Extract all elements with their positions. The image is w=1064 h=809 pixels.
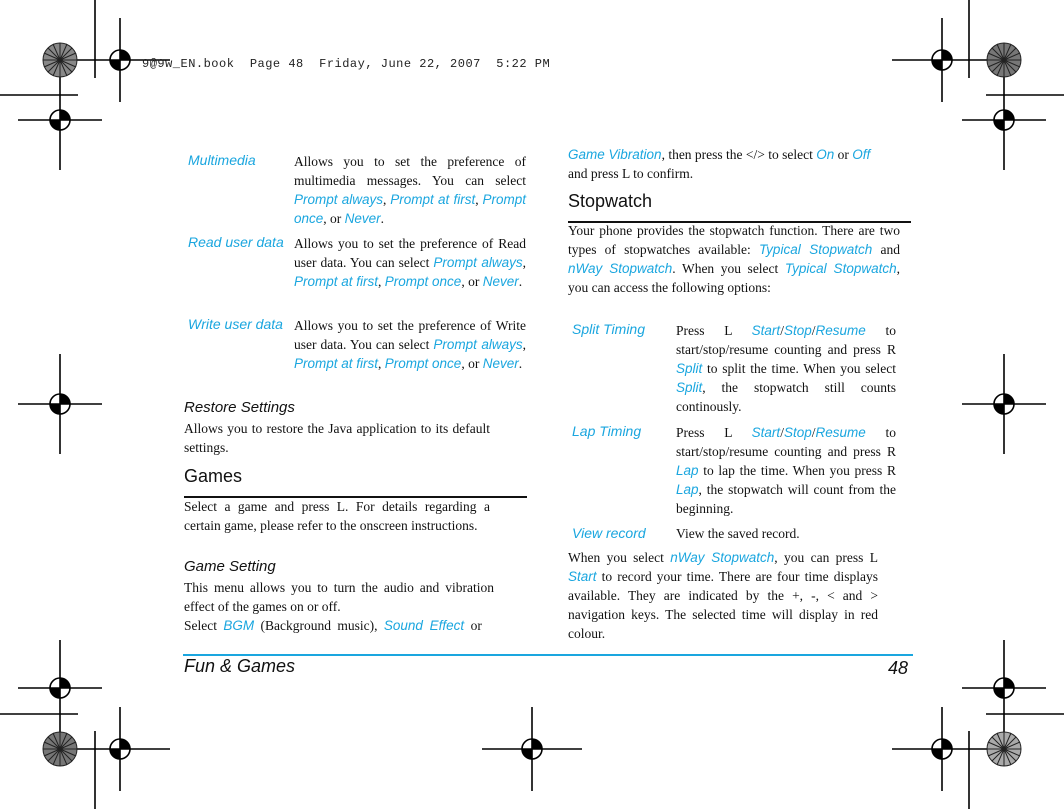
option-lap: Lap (676, 463, 699, 478)
games-text: Select a game and press L. For details regarding a certain game, please refer to the onscreen instructions. (184, 499, 490, 533)
slash: / (780, 425, 784, 440)
or-word: or (326, 211, 345, 226)
slash: / (780, 323, 784, 338)
and-word: and (872, 242, 900, 257)
stopwatch-intro (568, 221, 900, 297)
game-setting-text: This menu allows you to turn the audio and vibration effect of the games on or off. (184, 580, 494, 614)
option-prompt-once: Prompt once (384, 274, 462, 289)
sw-intro-1: Your phone provides the stopwatch function. There are two types of stopwatches available: (568, 223, 900, 257)
option-never: Never (482, 356, 519, 371)
game-setting-select (184, 616, 514, 635)
option-prompt-always: Prompt always (433, 337, 523, 352)
starburst-bl (43, 732, 77, 766)
option-prompt-at-first: Prompt at first (294, 274, 379, 289)
option-start: Start (751, 323, 781, 338)
period: . (518, 356, 523, 371)
sw-intro-3: , you can access the following options: (568, 261, 900, 295)
or-word: or (464, 618, 482, 633)
split-desc-3: to split the time. When you select (702, 361, 896, 376)
restore-settings-text: Allows you to restore the Java application to its default settings. (184, 421, 490, 455)
period: . (518, 274, 523, 289)
restore-settings-title: Restore Settings (184, 399, 295, 416)
nway-paragraph (568, 548, 878, 643)
desc-read-user-data: Allows you to set the preference of Read user data. You can select Prompt always, Prompt at first, Prompt once, or Never. (294, 236, 526, 289)
option-lap-2: Lap (676, 482, 699, 497)
desc-multimedia: Allows you to set the preference of multimedia messages. You can select Prompt always, Prompt at first, Prompt once, or Never. (294, 154, 526, 226)
term-lap-timing: Lap Timing (572, 423, 642, 439)
option-resume: Resume (815, 425, 866, 440)
header-stamp: 9@9w_EN.book Page 48 Friday, June 22, 2007 5:22 PM (142, 57, 551, 71)
split-desc-4: , the stopwatch still counts continously. (676, 380, 896, 414)
option-start: Start (751, 425, 781, 440)
lap-desc-3: to lap the time. When you press R (698, 463, 896, 478)
option-bgm: BGM (223, 618, 255, 633)
option-never: Never (344, 211, 381, 226)
option-start: Start (568, 569, 597, 584)
option-split-2: Split (676, 380, 703, 395)
slash: / (811, 323, 816, 338)
option-resume: Resume (815, 323, 866, 338)
bgm-desc: (Background music), (254, 618, 384, 633)
nway-mid: , you can press L (774, 550, 878, 565)
game-vibration-line (568, 145, 908, 183)
starburst-tr (987, 43, 1021, 77)
gv-text: , then press the </> to select (661, 147, 817, 162)
nway-pre: When you select (568, 550, 671, 565)
period: . (380, 211, 385, 226)
games-title: Games (184, 466, 243, 486)
option-game-vibration: Game Vibration (568, 147, 662, 162)
slash: / (811, 425, 816, 440)
option-nway-stopwatch: nWay Stopwatch (568, 261, 673, 276)
gv-text-2: and press L to confirm. (568, 166, 694, 181)
press-l: Press L (676, 425, 752, 440)
option-typical-stopwatch: Typical Stopwatch (758, 242, 873, 257)
or-word: or (834, 147, 853, 162)
select-word: Select (184, 618, 224, 633)
option-prompt-once: Prompt once (384, 356, 462, 371)
desc-multimedia-text: Allows you to set the preference of multimedia messages. You can select (294, 154, 526, 188)
game-setting-title: Game Setting (184, 558, 276, 575)
term-split-timing: Split Timing (572, 321, 646, 337)
term-multimedia: Multimedia (188, 152, 256, 168)
desc-lap-timing (676, 423, 896, 518)
option-prompt-at-first: Prompt at first (294, 356, 379, 371)
press-l: Press L (676, 323, 752, 338)
option-prompt-at-first: Prompt at first (390, 192, 476, 207)
page-number: 48 (888, 658, 909, 678)
option-prompt-always: Prompt always (433, 255, 523, 270)
option-on: On (816, 147, 835, 162)
option-stop: Stop (783, 425, 812, 440)
option-nway-stopwatch: nWay Stopwatch (670, 550, 775, 565)
option-stop: Stop (783, 323, 812, 338)
desc-split-timing (676, 321, 896, 416)
desc-view-record: View the saved record. (676, 526, 800, 541)
sw-intro-2: . When you select (672, 261, 785, 276)
option-never: Never (482, 274, 519, 289)
option-split: Split (676, 361, 703, 376)
term-view-record: View record (572, 525, 646, 541)
term-read-user-data: Read user data (188, 234, 284, 250)
desc-read-text: Allows you to set the preference of Read user data. You can select (294, 236, 526, 270)
option-typical-stopwatch-2: Typical Stopwatch (784, 261, 897, 276)
desc-write-user-data: Allows you to set the preference of Write user data. You can select Prompt always, Prompt at first, Prompt once, or Never. (294, 318, 526, 371)
option-prompt-once: Prompt once (294, 192, 526, 226)
or-word: or (464, 274, 483, 289)
stopwatch-title: Stopwatch (568, 191, 653, 211)
desc-write-text: Allows you to set the preference of Write user data. You can select (294, 318, 526, 352)
lap-desc-2: to start/stop/resume counting and press R (676, 425, 896, 459)
starburst-br (987, 732, 1021, 766)
or-word: or (464, 356, 483, 371)
starburst-tl (43, 43, 77, 77)
nway-post: to record your time. There are four time displays available. They are indicated by the +, -, < and > navigation keys. The selected time will display in red colour. (568, 569, 878, 641)
footer-title: Fun & Games (184, 656, 296, 676)
option-sound-effect: Sound Effect (383, 618, 465, 633)
lap-desc-4: , the stopwatch will count from the beginning. (676, 482, 896, 516)
option-off: Off (852, 147, 871, 162)
split-desc-2: to start/stop/resume counting and press R (676, 323, 896, 357)
term-write-user-data: Write user data (188, 316, 283, 332)
option-prompt-always: Prompt always (294, 192, 384, 207)
